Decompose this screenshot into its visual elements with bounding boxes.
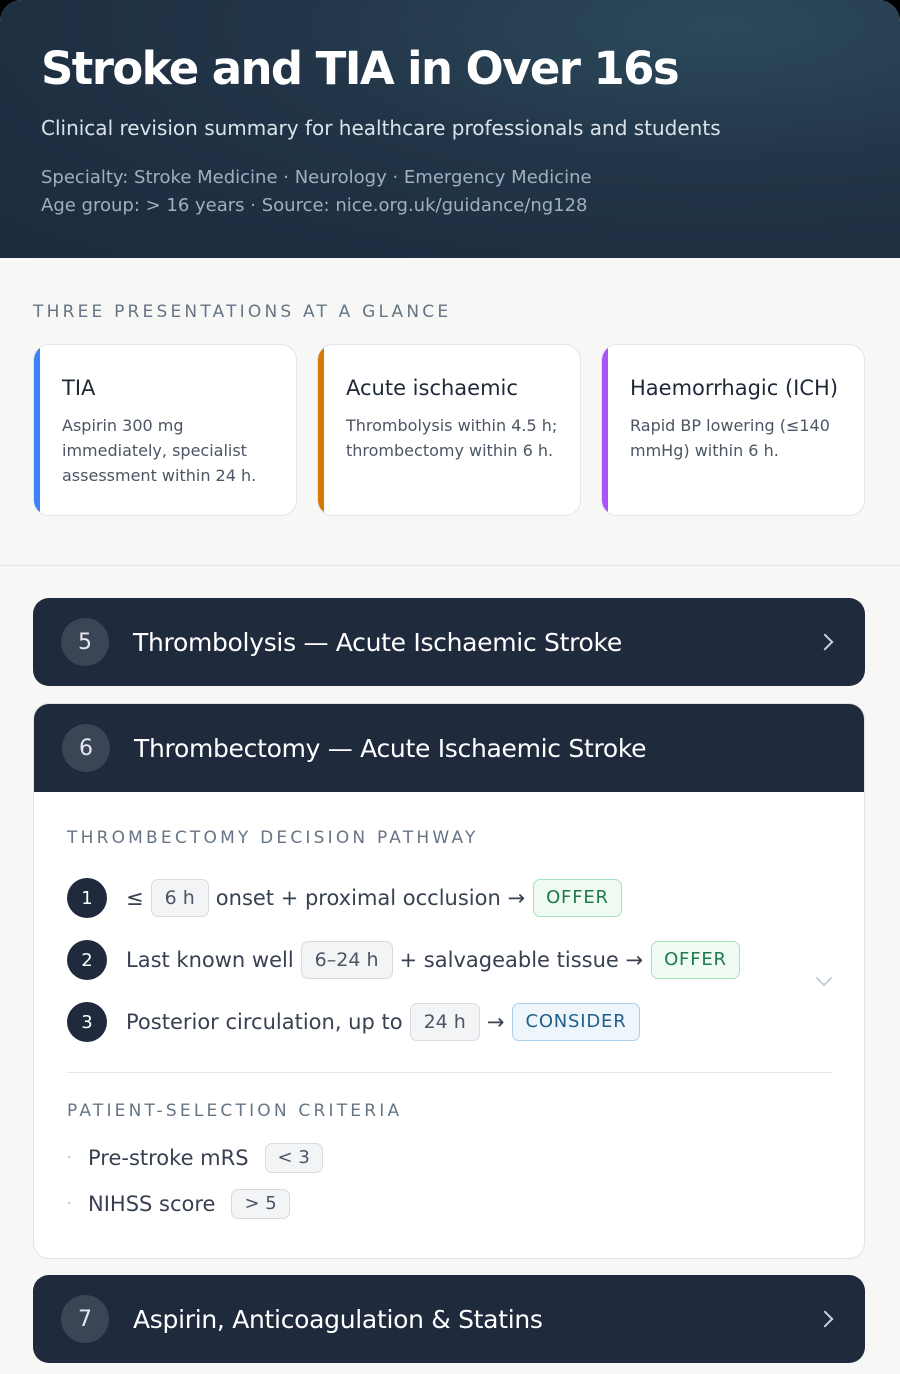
section-number: 7 xyxy=(61,1295,109,1343)
pathway-step xyxy=(67,878,832,918)
accordion-aspirin-anticoagulation[interactable] xyxy=(33,1275,865,1363)
criteria-heading: PATIENT-SELECTION CRITERIA xyxy=(67,1101,403,1121)
step-number: 3 xyxy=(67,1002,107,1042)
step-post-text: → xyxy=(486,1010,505,1034)
hero-header xyxy=(0,0,900,258)
card-body: Thrombolysis within 4.5 h; thrombectomy within 6 h. xyxy=(346,416,558,460)
step-pre-text: Posterior circulation, up to xyxy=(126,1010,403,1034)
consider-badge: CONSIDER xyxy=(512,1003,639,1041)
step-pre-text: Last known well xyxy=(126,948,294,972)
criteria-label: Pre-stroke mRS xyxy=(88,1146,249,1170)
offer-badge: OFFER xyxy=(533,879,622,917)
pathway-step xyxy=(67,940,832,980)
card-haemorrhagic xyxy=(601,344,865,516)
glance-section xyxy=(0,258,900,566)
page-subtitle: Clinical revision summary for healthcare professionals and students xyxy=(41,116,721,140)
pathway-heading: THROMBECTOMY DECISION PATHWAY xyxy=(67,828,479,848)
step-post-text: + salvageable tissue → xyxy=(399,948,644,972)
divider xyxy=(67,1072,832,1073)
step-pre-text: ≤ xyxy=(126,886,144,910)
accordion-thrombectomy[interactable] xyxy=(34,704,864,792)
time-chip: 6 h xyxy=(151,879,209,917)
card-body: Aspirin 300 mg immediately, specialist assessment within 24 h. xyxy=(62,416,257,485)
step-post-text: onset + proximal occlusion → xyxy=(215,886,526,910)
chevron-right-icon[interactable] xyxy=(817,634,834,651)
card-tia xyxy=(33,344,297,516)
page-title: Stroke and TIA in Over 16s xyxy=(41,42,679,95)
card-title: TIA xyxy=(62,376,96,400)
card-acute-ischaemic xyxy=(317,344,581,516)
accordion-thrombolysis[interactable] xyxy=(33,598,865,686)
time-chip: 6–24 h xyxy=(301,941,393,979)
criteria-value-chip: < 3 xyxy=(265,1143,323,1173)
criteria-item xyxy=(67,1141,832,1175)
section-number: 5 xyxy=(61,618,109,666)
meta-specialty: Specialty: Stroke Medicine · Neurology · Emergency Medicine xyxy=(41,167,592,188)
accordion-thrombectomy-expanded xyxy=(33,703,865,1259)
bullet-icon: · xyxy=(67,1150,72,1166)
section-title: Thrombectomy — Acute Ischaemic Stroke xyxy=(134,733,647,763)
card-title: Acute ischaemic xyxy=(346,376,518,400)
chevron-right-icon[interactable] xyxy=(817,1311,834,1328)
criteria-item xyxy=(67,1187,832,1221)
time-chip: 24 h xyxy=(410,1003,480,1041)
step-number: 2 xyxy=(67,940,107,980)
glance-heading: THREE PRESENTATIONS AT A GLANCE xyxy=(33,302,452,322)
pathway-step xyxy=(67,1002,832,1042)
presentation-cards xyxy=(33,344,867,516)
criteria-label: NIHSS score xyxy=(88,1192,216,1216)
criteria-value-chip: > 5 xyxy=(231,1189,289,1219)
section-title: Aspirin, Anticoagulation & Statins xyxy=(133,1304,543,1334)
offer-badge: OFFER xyxy=(651,941,740,979)
section-title: Thrombolysis — Acute Ischaemic Stroke xyxy=(133,627,622,657)
bullet-icon: · xyxy=(67,1196,72,1212)
step-number: 1 xyxy=(67,878,107,918)
card-title: Haemorrhagic (ICH) xyxy=(630,376,839,400)
page-meta xyxy=(41,164,860,220)
section-number: 6 xyxy=(62,724,110,772)
meta-age-source: Age group: > 16 years · Source: nice.org.uk/guidance/ng128 xyxy=(41,195,588,216)
thrombectomy-panel xyxy=(34,792,864,1221)
card-body: Rapid BP lowering (≤140 mmHg) within 6 h. xyxy=(630,416,830,460)
